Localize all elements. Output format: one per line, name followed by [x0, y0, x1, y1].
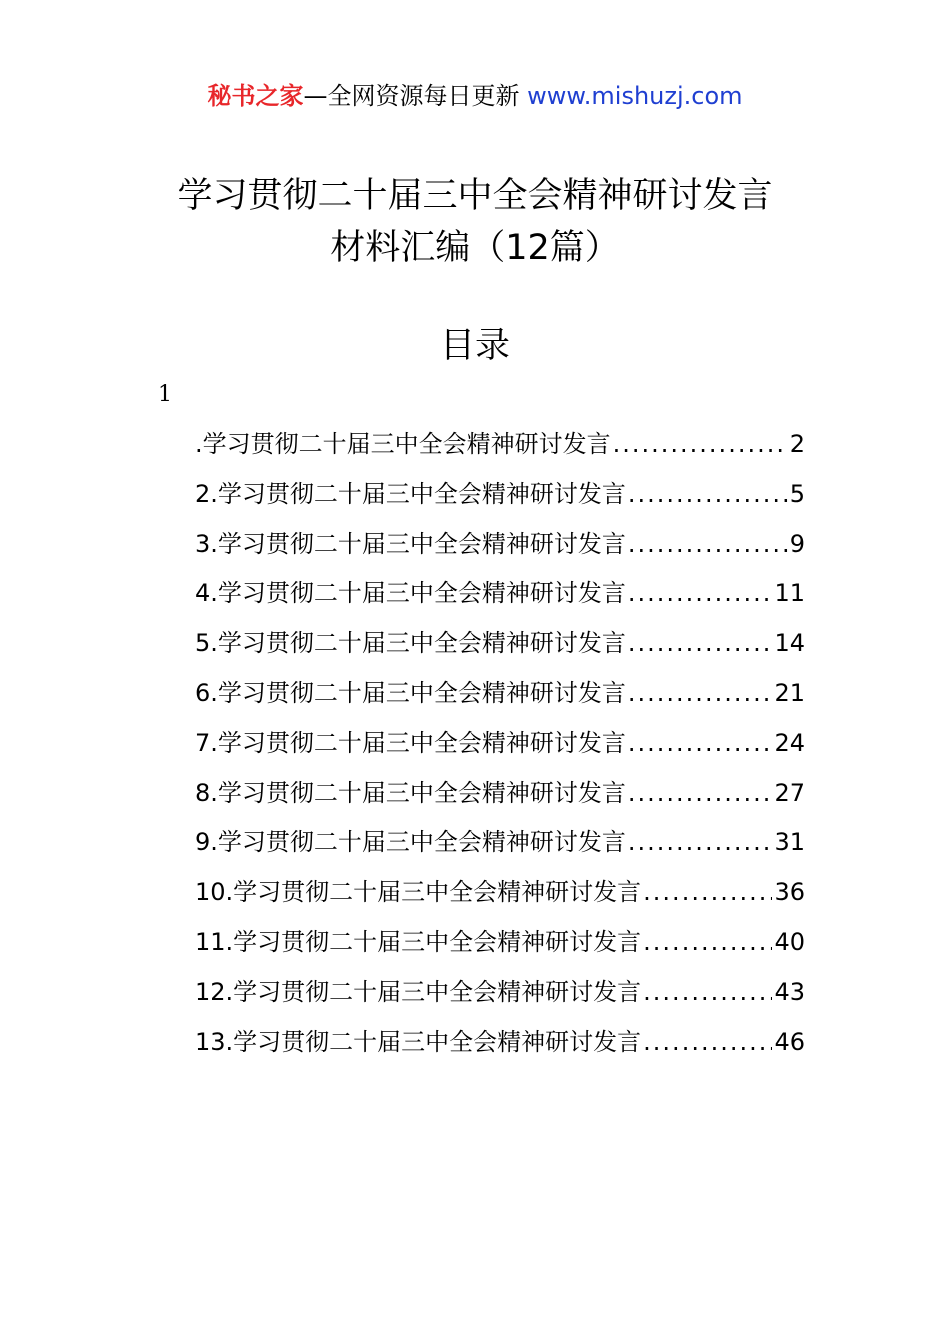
document-title-line-1: 学习贯彻二十届三中全会精神研讨发言: [177, 176, 773, 216]
toc-entry[interactable]: [195, 470, 805, 520]
toc-entry-page: 5: [789, 479, 805, 508]
toc-leader-dots: [628, 769, 773, 819]
toc-entry-page: 36: [774, 878, 805, 907]
toc-entry-title: 11.学习贯彻二十届三中全会精神研讨发言: [195, 927, 642, 956]
toc-entry-title: 7.学习贯彻二十届三中全会精神研讨发言: [195, 728, 626, 757]
toc-entry[interactable]: [195, 769, 805, 819]
toc-entry[interactable]: [195, 918, 805, 968]
toc-leader-dots: [643, 868, 772, 918]
toc-leader-dots: [628, 669, 773, 719]
toc-entry-title: 2.学习贯彻二十届三中全会精神研讨发言: [195, 479, 626, 508]
toc-entry[interactable]: [195, 719, 805, 769]
toc-leader-dots: [643, 918, 772, 968]
toc-entry-title: 5.学习贯彻二十届三中全会精神研讨发言: [195, 629, 626, 658]
document-title-line-2: 材料汇编（12篇）: [330, 228, 620, 268]
toc-leader-dots: [613, 420, 788, 470]
toc-entry[interactable]: [195, 420, 805, 470]
toc-heading: 目录: [439, 326, 510, 366]
toc-entry-title: 4.学习贯彻二十届三中全会精神研讨发言: [195, 579, 626, 608]
toc-entry[interactable]: [195, 520, 805, 570]
toc-entry[interactable]: [195, 818, 805, 868]
toc-entry-title: 9.学习贯彻二十届三中全会精神研讨发言: [195, 828, 626, 857]
banner-tagline: —全网资源每日更新: [303, 82, 528, 110]
site-url-link[interactable]: www.mishuzj.com: [527, 82, 743, 110]
toc-entry-title: .学习贯彻二十届三中全会精神研讨发言: [195, 430, 611, 458]
toc-leader-dots: [628, 520, 788, 570]
toc-entry-page: 2: [789, 430, 805, 458]
toc-leader-dots: [628, 818, 773, 868]
toc-leader-dots: [643, 1018, 772, 1068]
table-of-contents: [195, 420, 805, 1067]
toc-entry-page: 14: [774, 629, 805, 658]
toc-entry-title: 8.学习贯彻二十届三中全会精神研讨发言: [195, 778, 626, 807]
toc-entry-title: 12.学习贯彻二十届三中全会精神研讨发言: [195, 977, 642, 1006]
toc-leader-dots: [628, 569, 773, 619]
toc-entry-page: 27: [774, 778, 805, 807]
toc-entry[interactable]: [195, 968, 805, 1018]
toc-entry[interactable]: [195, 669, 805, 719]
toc-entry-page: 9: [789, 529, 805, 558]
toc-entry[interactable]: [195, 619, 805, 669]
toc-entry-page: 21: [774, 678, 805, 707]
site-banner: [0, 80, 950, 112]
toc-entry-page: 46: [774, 1027, 805, 1056]
toc-entry-page: 24: [774, 728, 805, 757]
toc-leader-dots: [628, 719, 773, 769]
toc-entry[interactable]: [195, 569, 805, 619]
toc-entry-page: 31: [774, 828, 805, 857]
toc-entry-page: 43: [774, 977, 805, 1006]
toc-entry[interactable]: [195, 1018, 805, 1068]
stray-page-number: 1: [158, 382, 172, 407]
toc-entry-title: 13.学习贯彻二十届三中全会精神研讨发言: [195, 1027, 642, 1056]
toc-entry-title: 6.学习贯彻二十届三中全会精神研讨发言: [195, 678, 626, 707]
brand-name: 秘书之家: [207, 82, 304, 110]
toc-leader-dots: [628, 619, 773, 669]
toc-entry-page: 40: [774, 927, 805, 956]
toc-entry-title: 3.学习贯彻二十届三中全会精神研讨发言: [195, 529, 626, 558]
toc-leader-dots: [643, 968, 772, 1018]
toc-entry[interactable]: [195, 868, 805, 918]
toc-entry-title: 10.学习贯彻二十届三中全会精神研讨发言: [195, 878, 642, 907]
toc-entry-page: 11: [774, 579, 805, 608]
toc-leader-dots: [628, 470, 788, 520]
